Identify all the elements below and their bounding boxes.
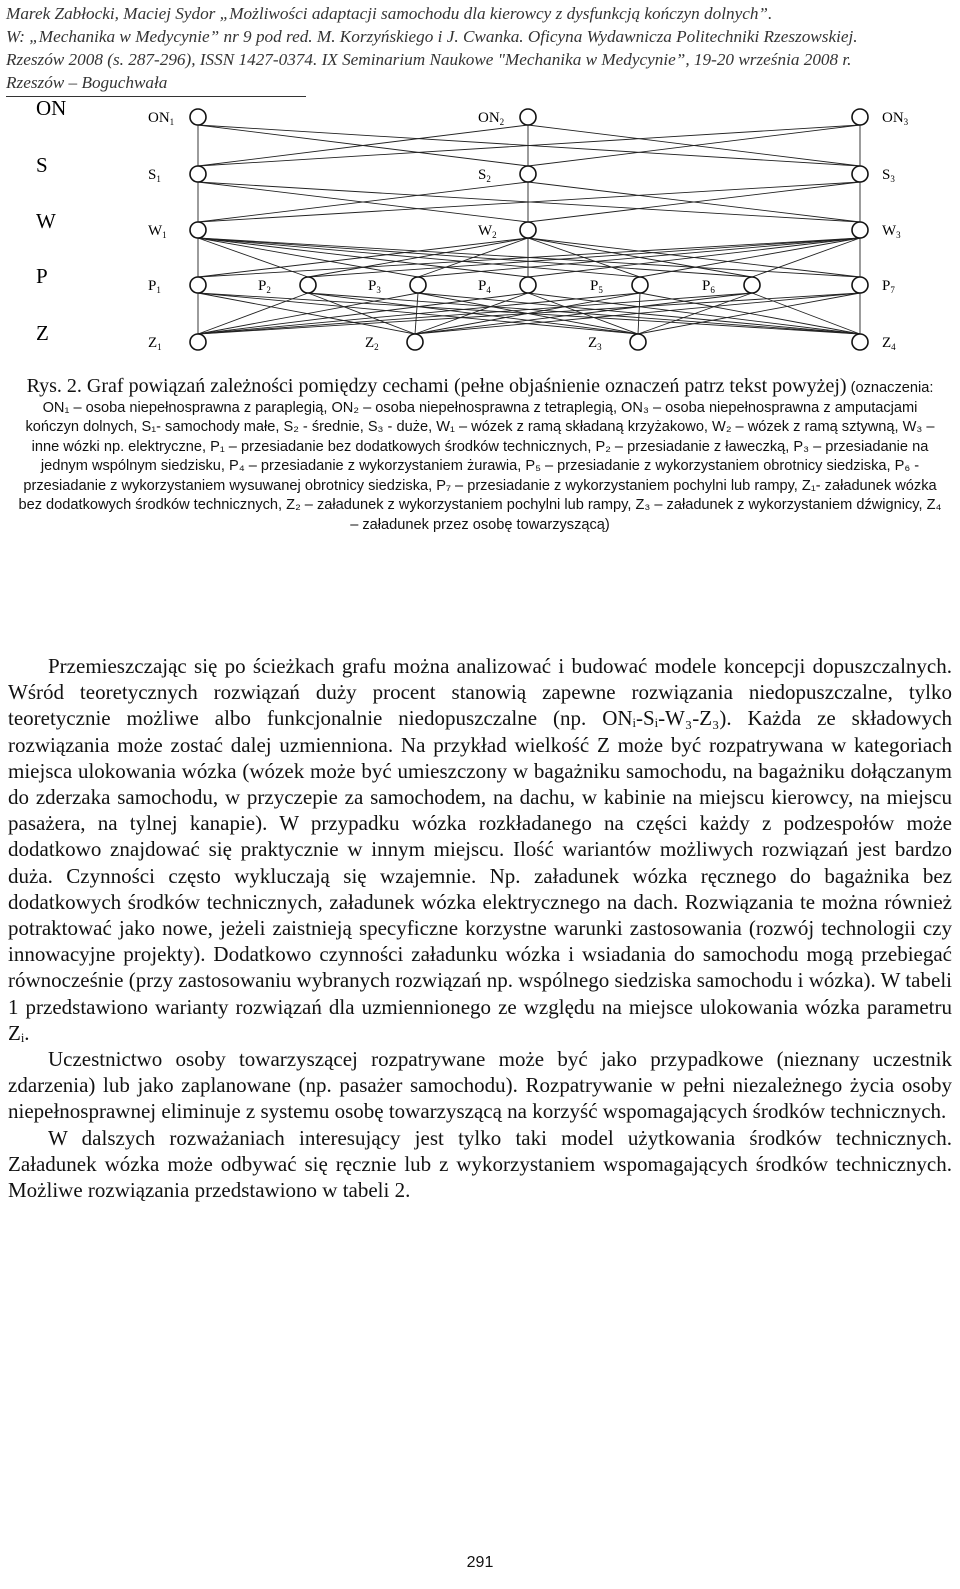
graph-edge — [638, 293, 752, 334]
node-label: $ON_3$ — [882, 110, 909, 127]
graph-node — [630, 334, 646, 350]
graph-node — [520, 277, 536, 293]
node-label: $P_5$ — [590, 278, 603, 295]
graph-node — [520, 222, 536, 238]
node-label: $P_2$ — [258, 278, 271, 295]
graph-edge — [308, 238, 528, 277]
graph-node — [300, 277, 316, 293]
citation-line-3: Rzeszów 2008 (s. 287-296), ISSN 1427-0374. IX Seminarium Naukowe "Mechanika w Medycynie”, 19-20 września 2008 r. — [6, 50, 852, 69]
dependency-graph — [0, 90, 960, 360]
graph-edge — [415, 293, 752, 334]
graph-edge — [308, 238, 860, 277]
paragraph-2: Uczestnictwo osoby towarzyszącej rozpatrywane może być jako przypadkowe (nieznany uczestnik zdarzenia) lub jako zaplanowane (np. pasażer samochodu). Rozpatrywanie w pełni niezależnego życia osoby niepełnosprawnej eliminuje z systemu osobę towarzyszącą na korzyść wspomagających środków technicznych. — [8, 1047, 952, 1124]
graph-edge — [418, 238, 528, 277]
layer-label: S — [36, 153, 48, 177]
graph-node — [190, 334, 206, 350]
graph-node — [520, 166, 536, 182]
paragraph-1: Przemieszczając się po ścieżkach grafu można analizować i budować modele koncepcji dopuszczalnych. Wśród teoretycznych rozwiązań duży procent stanowią zapewne rozwiązania niedopuszczalne, tylko teoretycznie możliwe albo funkcjonalnie niedopuszczalne (np. ONᵢ-Sᵢ-W₃-Z₃). Każda ze składowych rozwiązania może zostać dalej uzmienniona. Na przykład wielkość Z może być rozpatrywana w kategoriach miejsca ulokowania wózka (wózek może być umieszczony w bagażniku samochodu, na bagażniku dołączanym do zderzaka samochodu, w przyczepie za samochodem, na dachu, w kabinie na miejscu kierowcy, na miejscu pasażera, na tylnej kanapie). W przypadku wózka rozkładanego na części każdy z podzespołów może dodatkowo znajdować się praktycznie w innym miejscu. Ilość wariantów możliwych rozwiązań jest bardzo duża. Czynności często wykluczają się wzajemnie. Np. załadunek wózka ręcznego do bagażnika bez dodatkowych środków technicznych, załadunek wózka elektrycznego na dach. Rozwiązania te można również potraktować jako nowe, jeżeli zaistnieją specyficzne korzystne warunki zastosowania (rozwój technologii czy innowacyjne projekty). Dodatkowo czynności załadunku wózka i wsiadania do samochodu mogą przebiegać równocześnie (przy zastosowaniu wybranych rozwiązań np. wspólnego siedziska samochodu i wózka). W tabeli 1 przedstawiono warianty rozwiązań dla uzmiennionego ze względu na miejsce ulokowania wózka parametru Zᵢ. — [8, 654, 952, 1045]
layer-label: ON — [36, 96, 67, 120]
caption-legend: (oznaczenia: ON₁ – osoba niepełnosprawna z paraplegią, ON₂ – osoba niepełnosprawna z tetraplegią, ON₃ – osoba niepełnosprawna z amputacjami kończyn dolnych, S₁- samochody małe, S₂ - średnie, S₃ - duże, W₁ – wózek z ramą składaną krzyżakowo, W₂ – wózek z ramą sztywną, W₃ – inne wózki np. elektryczne, P₁ – przesiadanie bez dodatkowych środków technicznych, P₂ – przesiadanie z ławeczką, P₃ – przesiadanie na jednym wspólnym siedzisku, P₄ – przesiadanie z wykorzystaniem żurawia, P₅ – przesiadanie z wykorzystaniem obrotnicy siedziska, P₆ - przesiadanie z wykorzystaniem wysuwanej obrotnicy siedziska, P₇ – przesiadanie z wykorzystaniem pochylni lub rampy, Z₁- załadunek wózka bez dodatkowych środków technicznych, Z₂ – załadunek z wykorzystaniem pochylni lub rampy, Z₃ – załadunek z wykorzystaniem dźwignicy, Z₄ – załadunek przez osobę towarzyszącą) — [18, 380, 942, 533]
graph-layer — [36, 209, 901, 240]
graph-node — [407, 334, 423, 350]
node-label: $ON_1$ — [148, 110, 175, 127]
layer-label: W — [36, 209, 56, 233]
citation-line-2: W: „Mechanika w Medycynie” nr 9 pod red. M. Korzyńskiego i J. Cwanka. Oficyna Wydawnicza Politechniki Rzeszowskiej. — [6, 27, 858, 46]
citation-line-4: Rzeszów – Boguchwała — [6, 73, 168, 92]
figure-caption — [14, 375, 946, 535]
graph-layer — [36, 153, 895, 184]
node-label: $Z_4$ — [882, 335, 896, 352]
node-label: $P_3$ — [368, 278, 381, 295]
node-label: $P_4$ — [478, 278, 491, 295]
node-label: $Z_2$ — [365, 335, 379, 352]
graph-node — [852, 222, 868, 238]
node-label: $W_3$ — [882, 223, 901, 240]
graph-node — [852, 109, 868, 125]
graph-node — [852, 277, 868, 293]
citation-line-1: Marek Zabłocki, Maciej Sydor „Możliwości adaptacji samochodu dla kierowcy z dysfunkcją kończyn dolnych”. — [6, 4, 773, 23]
node-label: $ON_2$ — [478, 110, 505, 127]
body-text — [8, 653, 952, 1203]
graph-node — [190, 277, 206, 293]
node-label: $W_1$ — [148, 223, 167, 240]
paragraph-3: W dalszych rozważaniach interesujący jest tylko taki model użytkowania środków technicznych. Załadunek wózka może odbywać się ręcznie lub z wykorzystaniem wspomagających środków technicznych. Możliwe rozwiązania przedstawiono w tabeli 2. — [8, 1125, 952, 1203]
graph-edge — [752, 293, 860, 334]
layer-label: P — [36, 264, 48, 288]
graph-node — [520, 109, 536, 125]
graph-layer — [36, 264, 895, 295]
graph-edge — [640, 238, 860, 277]
node-label: $Z_3$ — [588, 335, 602, 352]
graph-node — [190, 166, 206, 182]
graph-edge — [418, 238, 860, 277]
node-label: $P_7$ — [882, 278, 895, 295]
graph-node — [410, 277, 426, 293]
node-label: $P_1$ — [148, 278, 161, 295]
node-label: $S_1$ — [148, 167, 161, 184]
graph-node — [852, 166, 868, 182]
caption-title: Rys. 2. Graf powiązań zależności pomiędzy cechami (pełne objaśnienie oznaczeń patrz tekst powyżej) — [26, 375, 847, 397]
node-label: $S_2$ — [478, 167, 491, 184]
layer-label: Z — [36, 321, 49, 345]
graph-node — [852, 334, 868, 350]
graph-node — [632, 277, 648, 293]
citation-header — [6, 2, 954, 97]
graph-node — [190, 222, 206, 238]
node-label: $P_6$ — [702, 278, 715, 295]
graph-node — [190, 109, 206, 125]
page-number: 291 — [466, 1554, 494, 1571]
graph-layer — [36, 96, 909, 127]
node-label: $W_2$ — [478, 223, 497, 240]
node-label: $S_3$ — [882, 167, 895, 184]
graph-node — [744, 277, 760, 293]
node-label: $Z_1$ — [148, 335, 162, 352]
